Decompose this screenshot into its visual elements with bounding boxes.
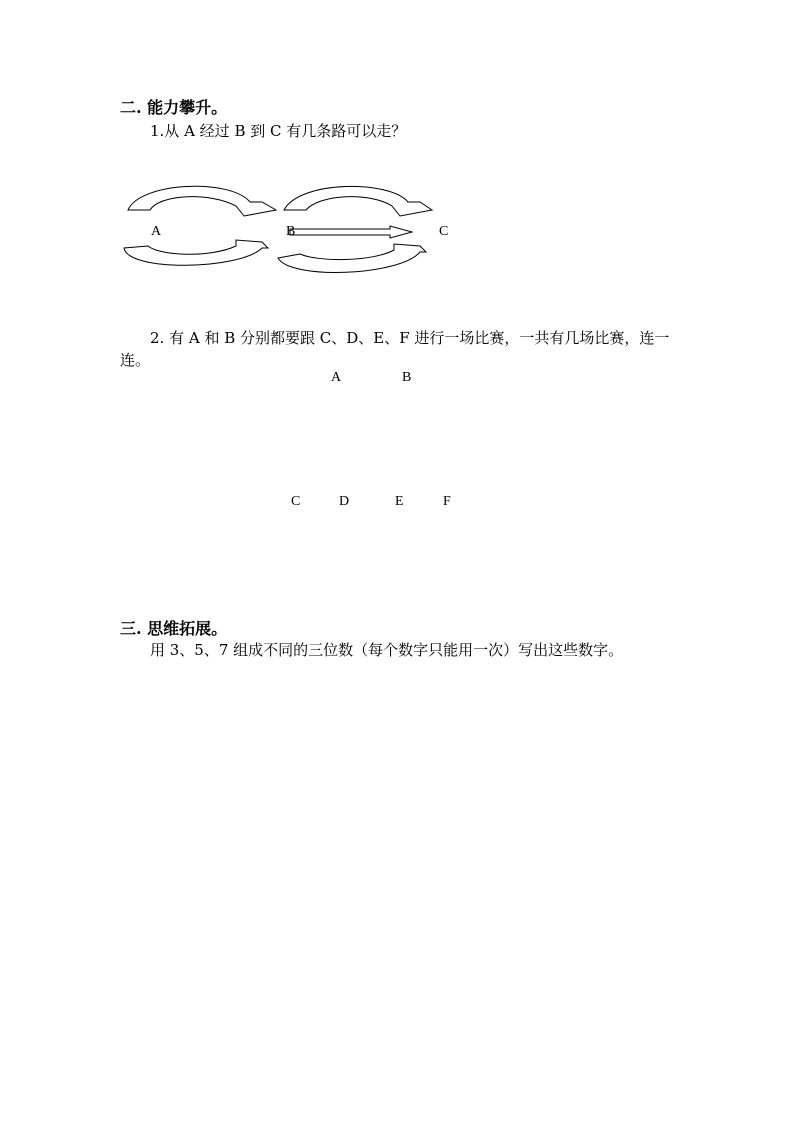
curved-arrow-bc-lower	[278, 244, 426, 272]
team-d-label[interactable]: D	[339, 494, 350, 509]
team-e-label[interactable]: E	[395, 494, 404, 509]
curved-arrow-bc-upper	[284, 186, 432, 216]
point-c-label: C	[439, 224, 449, 239]
question-2-text-line1: 2. 有 A 和 B 分别都要跟 C、D、E、F 进行一场比赛，一共有几场比赛，连一	[150, 329, 670, 347]
point-b-label: B	[286, 224, 296, 239]
point-a-label: A	[151, 224, 162, 239]
section-3-heading: 三. 思维拓展。	[120, 619, 228, 638]
question-1-text: 1.从 A 经过 B 到 C 有几条路可以走？	[150, 122, 407, 140]
team-a-label[interactable]: A	[331, 370, 342, 385]
section-2-heading: 二. 能力攀升。	[120, 98, 228, 117]
team-b-label[interactable]: B	[402, 370, 412, 385]
curved-arrow-ab-upper	[128, 186, 276, 216]
straight-arrow-bc	[290, 226, 412, 238]
section-3-text: 用 3、5、7 组成不同的三位数（每个数字只能用一次）写出这些数字。	[150, 641, 624, 659]
question-2-text-line2: 连。	[120, 351, 151, 369]
curved-arrow-ab-lower	[124, 240, 268, 265]
team-f-label[interactable]: F	[443, 494, 451, 509]
team-c-label[interactable]: C	[291, 494, 301, 509]
